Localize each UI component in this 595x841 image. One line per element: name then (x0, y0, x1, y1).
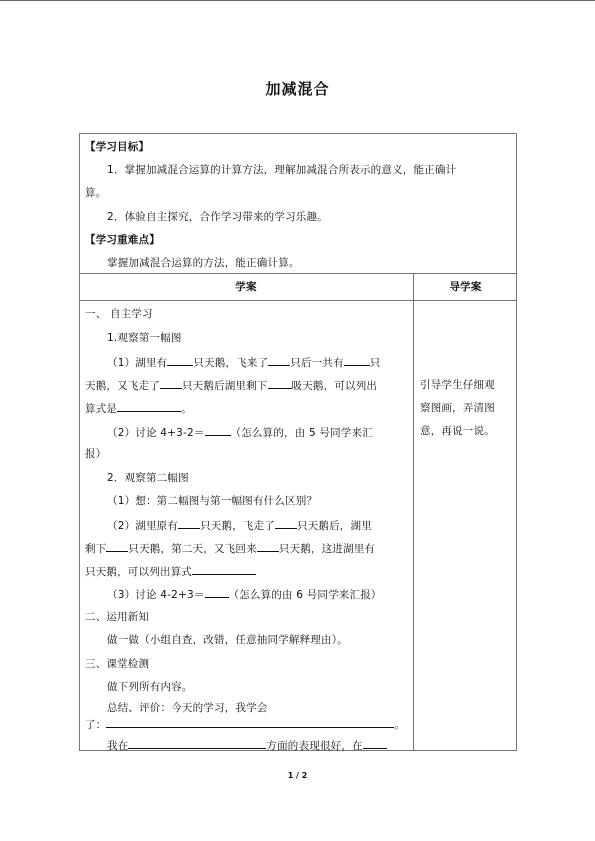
guide-line-3: 意，再说一说。 (420, 425, 495, 437)
section-3-heading: 三、课堂检测 (85, 658, 150, 670)
objective-item-1-line-1: 1．掌握加减混合运算的计算方法，理解加减混合所表示的意义，能正确计 (107, 164, 457, 176)
picture-2-question-1: （1）想：第二幅图与第一幅图有什么区别？ (107, 495, 318, 507)
section-3-text: 做下列所有内容。 (107, 681, 193, 693)
top-rule (0, 0, 595, 1)
question-1-line-3: 算式是 。 (85, 400, 192, 416)
objective-item-2: 2．体验自主探究，合作学习带来的学习乐趣。 (107, 211, 328, 223)
objectives-heading: 【学习目标】 (85, 141, 150, 153)
section-2-text: 做一做（小组自查，改错，任意抽同学解释理由）。 (107, 634, 348, 646)
question-1-line-1: （1）湖里有 只天鹅，飞来了 只后一共有 只 (107, 354, 381, 370)
picture-2-question-2-line-2: 剩下 只天鹅，第二天，又飞回来 只天鹅，这进湖里有 (85, 540, 375, 556)
picture-2-question-2-line-1: （2）湖里原有 只天鹅，飞走了 只天鹅后，湖里 (107, 517, 372, 533)
keypoints-heading: 【学习重难点】 (85, 234, 160, 246)
row-divider-top (79, 273, 517, 274)
guide-line-2: 察图画，弄清图 (420, 402, 495, 414)
row-divider-header (79, 300, 517, 301)
column-header-study-plan: 学案 (235, 281, 257, 293)
summary-line-1: 总结、评价：今天的学习，我学会 (107, 702, 268, 714)
summary-line-3: 我在 方面的表现很好，在 (107, 737, 387, 753)
guide-line-1: 引导学生仔细观 (420, 379, 495, 391)
picture-2-question-3: （3）讨论 4-2+3＝ （怎么算的由 6 号同学来汇报） (107, 586, 382, 602)
picture-2-question-2-line-3: 只天鹅，可以列出算式 (85, 563, 256, 579)
question-1-line-2: 天鹅，又飞走了 只天鹅后湖里剩下 吸天鹅，可以列出 (85, 377, 377, 393)
column-header-guide-plan: 导学案 (449, 281, 482, 293)
column-divider (413, 273, 414, 751)
question-2-line-2: 报） (85, 448, 107, 460)
keypoints-text: 掌握加减混合运算的方法，能正确计算。 (107, 257, 300, 269)
observe-picture-2: 2．观察第二幅图 (107, 472, 189, 484)
question-2-line-1: （2）讨论 4+3-2＝ （怎么算的，由 5 号同学来汇 (107, 424, 373, 440)
page-title: 加减混合 (265, 80, 330, 98)
observe-picture-1: 1.观察第一幅图 (107, 332, 182, 344)
section-1-heading: 一、 自主学习 (85, 308, 153, 320)
page-number: 1 / 2 (287, 771, 308, 780)
summary-line-2: 了： 。 (85, 716, 405, 732)
objective-item-1-line-2: 算。 (85, 187, 107, 199)
section-2-heading: 二、运用新知 (85, 611, 150, 623)
